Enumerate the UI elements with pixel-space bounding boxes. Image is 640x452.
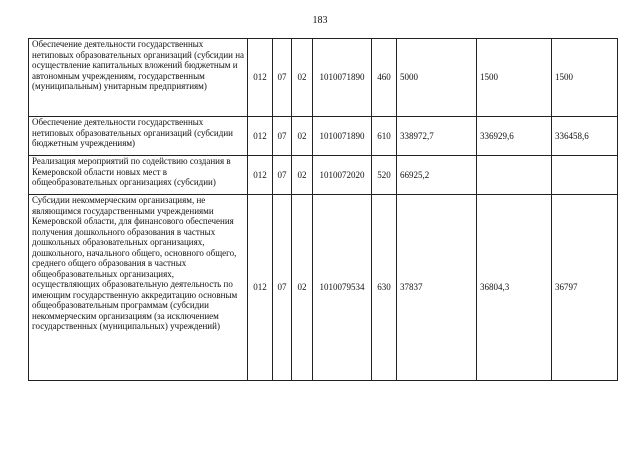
ministry-code: 012 [248, 195, 273, 381]
amount-year-1: 66925,2 [397, 156, 477, 195]
page-number: 183 [312, 15, 328, 26]
amount-year-2: 1500 [477, 39, 552, 117]
amount-year-2: 336929,6 [477, 117, 552, 156]
expense-type-code: 610 [372, 117, 397, 156]
amount-year-3: 336458,6 [552, 117, 618, 156]
amount-year-3: 36797 [552, 195, 618, 381]
expense-type-code: 460 [372, 39, 397, 117]
expense-type-code: 520 [372, 156, 397, 195]
subsection-code: 02 [292, 195, 313, 381]
row-description: Реализация мероприятий по содействию создания в Кемеровской области новых мест в общеобразовательных организациях (субсидии) [29, 156, 248, 195]
amount-year-2 [477, 156, 552, 195]
amount-year-3 [552, 156, 618, 195]
subsection-code: 02 [292, 156, 313, 195]
subsection-code: 02 [292, 39, 313, 117]
table-row [29, 156, 618, 195]
amount-year-3: 1500 [552, 39, 618, 117]
amount-year-2: 36804,3 [477, 195, 552, 381]
row-description: Обеспечение деятельности государственных нетиповых образовательных организаций (субсидии на осуществление капитальных вложений бюджетным и автономным учреждениям, государственным (муниципальным) унитарным предприятиям) [29, 39, 248, 117]
amount-year-1: 338972,7 [397, 117, 477, 156]
section-code: 07 [273, 39, 292, 117]
row-description: Субсидии некоммерческим организациям, не являющимся государственными учреждениями Кемеровской области, для финансового обеспечения получения дошкольного образования в частных дошкольных образовательных организациях, дошкольного, начального общего, основного общего, среднего общего образования в частных общеобразовательных организациях, осуществляющих образовательную деятельность по имеющим государственную аккредитацию основным общеобразовательным программам (субсидии некоммерческим организациям (за исключением государственных (муниципальных) учреждений) [29, 195, 248, 381]
section-code: 07 [273, 195, 292, 381]
row-description: Обеспечение деятельности государственных нетиповых образовательных организаций (субсидии бюджетным учреждениям) [29, 117, 248, 156]
ministry-code: 012 [248, 156, 273, 195]
table-row [29, 195, 618, 381]
table-row [29, 39, 618, 117]
amount-year-1: 5000 [397, 39, 477, 117]
target-article-code: 1010079534 [313, 195, 372, 381]
target-article-code: 1010072020 [313, 156, 372, 195]
section-code: 07 [273, 156, 292, 195]
subsection-code: 02 [292, 117, 313, 156]
ministry-code: 012 [248, 117, 273, 156]
ministry-code: 012 [248, 39, 273, 117]
section-code: 07 [273, 117, 292, 156]
target-article-code: 1010071890 [313, 117, 372, 156]
target-article-code: 1010071890 [313, 39, 372, 117]
budget-table [28, 38, 618, 381]
expense-type-code: 630 [372, 195, 397, 381]
amount-year-1: 37837 [397, 195, 477, 381]
table-row [29, 117, 618, 156]
